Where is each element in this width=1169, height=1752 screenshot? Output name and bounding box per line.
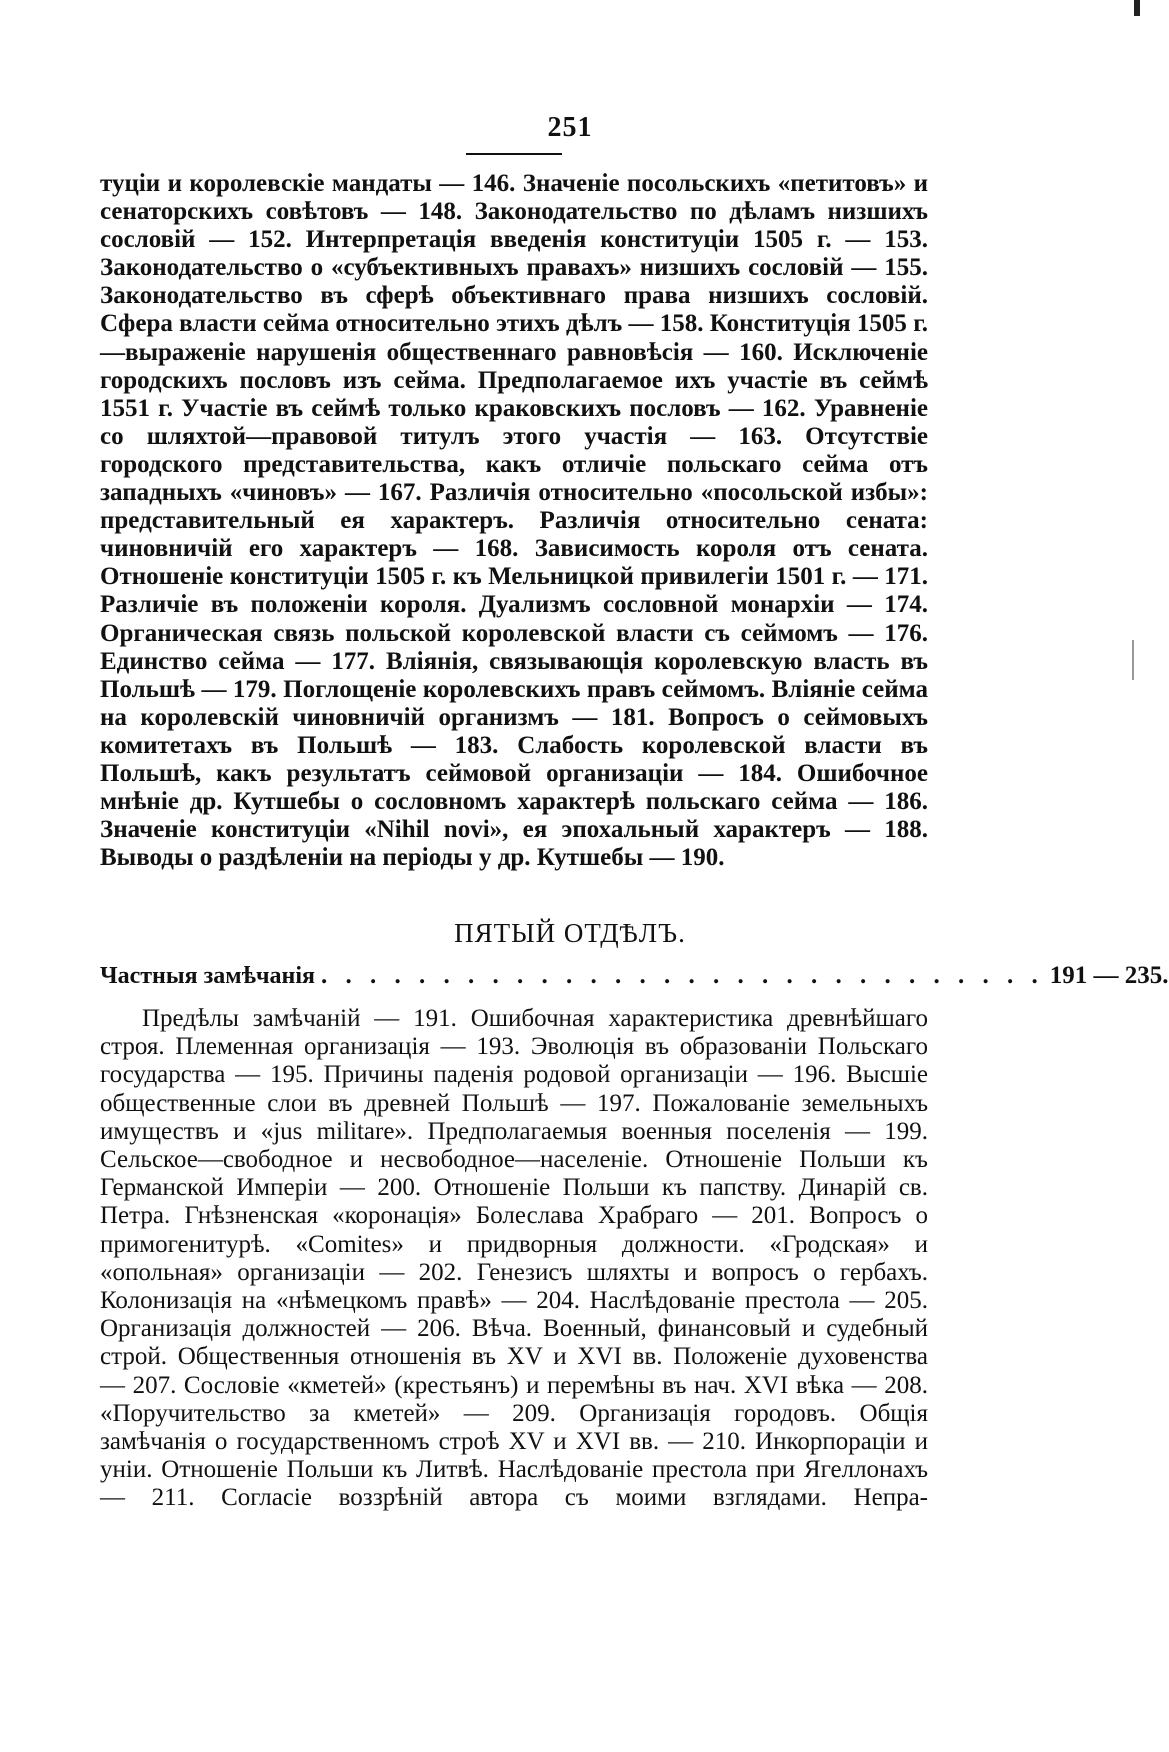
page-number-rule [466, 153, 562, 155]
edge-scan-mark [1132, 640, 1134, 680]
toc-leader-dots: . . . . . . . . . . . . . . . . . . . . . . . . . . . . . . [321, 962, 1044, 989]
paragraph-remarks: Предѣлы замѣчаній — 191. Ошибочная характеристика древнѣйшаго строя. Племенная организація — 193. Эволюція въ образованіи Польскаго государства — 195. Причины паденія родовой организаціи — 196. Высшіе общественные слои въ древней Польшѣ — 197. Пожалованіе земельныхъ имуществъ и «jus militare». Предполагаемыя военныя поселенія — 199. Сельское—свободное и несвободное—населеніе. Отношеніе Польши къ Германской Имперіи — 200. Отношеніе Польши къ папству. Динарій св. Петра. Гнѣзненская «коронація» Болеслава Храбраго — 201. Вопросъ о примогенитурѣ. «Comites» и придворныя должности. «Гродская» и «опольная» организаціи — 202. Генезисъ шляхты и вопросъ о гербахъ. Колонизація на «нѣмецкомъ правѣ» — 204. Наслѣдованіе престола — 205. Организація должностей — 206. Вѣча. Военный, финансовый и судебный строй. Общественныя отношенія въ XV и XVI вв. Положеніе духовенства — 207. Сословіе «кметей» (крестьянъ) и перемѣны въ нач. XVI вѣка — 208. «Поручительство за кметей» — 209. Организація городовъ. Общія замѣчанія о государственномъ строѣ XV и XVI вв. — 210. Инкорпораціи и уніи. Отношеніе Польши къ Литвѣ. Наслѣдованіе престола при Ягеллонахъ — 211. Согласіе воззрѣній автора съ моими взглядами. Непра- [100, 1005, 928, 1512]
page-number: 251 [547, 112, 593, 143]
toc-entry-pages: 191 — 235. [1049, 962, 1169, 989]
paragraph-continued: туціи и королевскіе мандаты — 146. Значеніе посольскихъ «петитовъ» и сенаторскихъ совѣтовъ — 148. Законодательство по дѣламъ низшихъ сословій — 152. Интерпретація введенія конституціи 1505 г. — 153. Законодательство о «субъективныхъ правахъ» низшихъ сословій — 155. Законодательство въ сферѣ объективнаго права низшихъ сословій. Сфера власти сейма относительно этихъ дѣлъ — 158. Конституція 1505 г.—выраженіе нарушенія общественнаго равновѣсія — 160. Исключеніе городскихъ пословъ изъ сейма. Предполагаемое ихъ участіе въ сеймѣ 1551 г. Участіе въ сеймѣ только краковскихъ пословъ — 162. Уравненіе со шляхтой—правовой титулъ этого участія — 163. Отсутствіе городского представительства, какъ отличіе польскаго сейма отъ западныхъ «чиновъ» — 167. Различія относительно «посольской избы»: представительный ея характеръ. Различія относительно сената: чиновничій его характеръ — 168. Зависимость короля отъ сената. Отношеніе конституціи 1505 г. къ Мельницкой привилегіи 1501 г. — 171. Различіе въ положеніи короля. Дуализмъ сословной монархіи — 174. Органическая связь польской королевской власти съ сеймомъ — 176. Единство сейма — 177. Вліянія, связывающія королевскую власть въ Польшѣ — 179. Поглощеніе королевскихъ правъ сеймомъ. Вліяніе сейма на королевскій чиновничій организмъ — 181. Вопросъ о сеймовыхъ комитетахъ въ Польшѣ — 183. Слабость королевской власти въ Польшѣ, какъ результатъ сеймовой организаціи — 184. Ошибочное мнѣніе др. Кутшебы о сословномъ характерѣ польскаго сейма — 186. Значеніе конституціи «Nihil novi», ея эпохальный характеръ — 188. Выводы о раздѣленіи на періоды у др. Кутшебы — 190. [100, 170, 928, 872]
section-title: ПЯТЫЙ ОТДѢЛЪ. [454, 918, 686, 948]
toc-entry-label: Частныя замѣчанія [100, 963, 316, 989]
corner-scan-mark [1134, 0, 1140, 16]
toc-entry [100, 962, 1169, 990]
